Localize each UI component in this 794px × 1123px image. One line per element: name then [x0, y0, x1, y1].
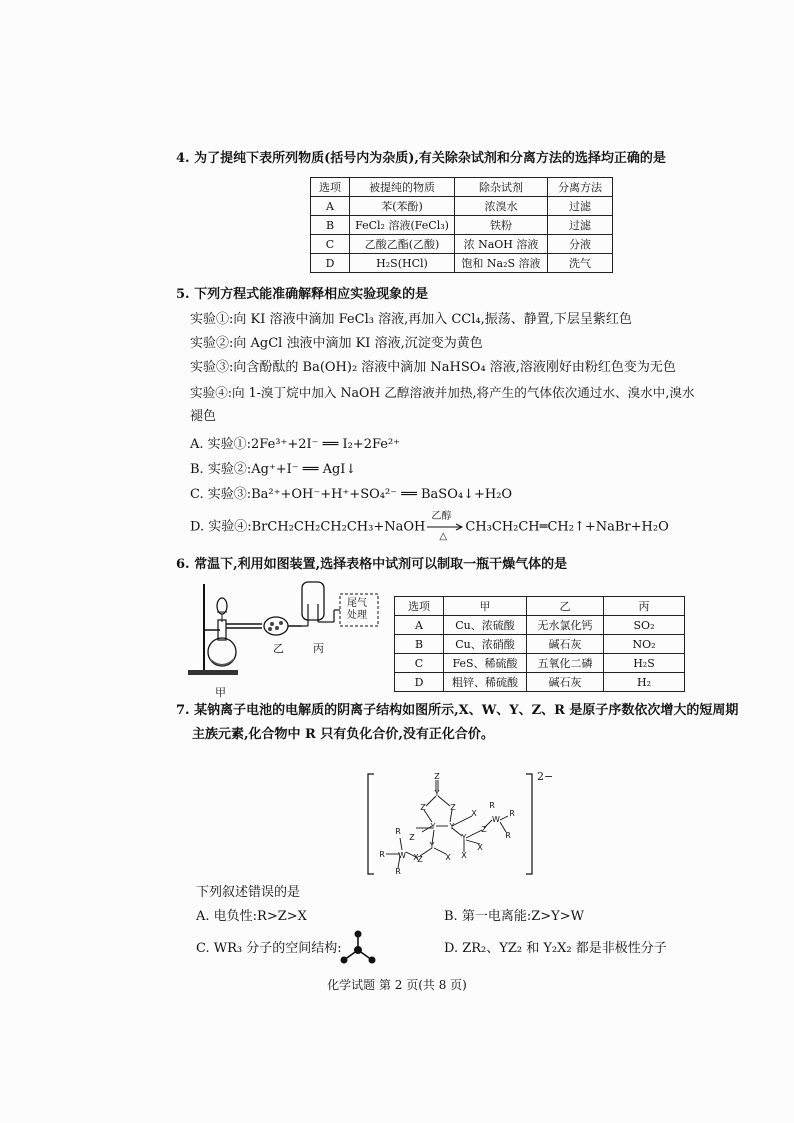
atom-label: R — [379, 850, 385, 859]
table-cell: H₂ — [604, 673, 685, 692]
q5-option-d-reactants: D. 实验④:BrCH₂CH₂CH₂CH₃+NaOH — [190, 519, 426, 535]
q4-table — [310, 177, 613, 273]
q6-table — [394, 596, 685, 692]
atom-label: Y — [461, 833, 467, 842]
table-header: 选项 — [395, 597, 444, 616]
atom-label: R — [505, 831, 511, 840]
table-cell: 浓溴水 — [455, 197, 548, 216]
anion-charge: 2− — [537, 770, 554, 783]
q5-experiment-3: 实验③:向含酚酞的 Ba(OH)₂ 溶液中滴加 NaHSO₄ 溶液,溶液刚好由粉红色变为无色 — [190, 360, 676, 375]
q5-experiment-4: 实验④:向 1-溴丁烷中加入 NaOH 乙醇溶液并加热,将产生的气体依次通过水、溴水中,溴水 — [190, 385, 695, 400]
atom-label: R — [395, 867, 401, 876]
table-cell: 碱石灰 — [527, 673, 604, 692]
atom-label: X — [413, 853, 419, 862]
reaction-condition-bottom: △ — [439, 531, 448, 542]
table-row — [395, 654, 685, 673]
table-cell: 无水氯化钙 — [527, 616, 604, 635]
atom-label: Y — [430, 822, 436, 831]
table-header: 乙 — [527, 597, 604, 616]
atom-label: W — [492, 815, 500, 824]
table-header: 选项 — [311, 178, 350, 197]
table-cell: 饱和 Na₂S 溶液 — [455, 254, 548, 273]
q5-experiment-1: 实验①:向 KI 溶液中滴加 FeCl₃ 溶液,再加入 CCl₄,振荡、静置,下层呈紫红色 — [190, 312, 632, 327]
table-header: 除杂试剂 — [455, 178, 548, 197]
table-cell: FeCl₂ 溶液(FeCl₃) — [350, 216, 455, 235]
atom-label: Y — [429, 841, 435, 850]
table-cell: A — [311, 197, 350, 216]
table-cell: 铁粉 — [455, 216, 548, 235]
table-cell: D — [311, 254, 350, 273]
q5-option-d — [190, 511, 669, 542]
q7-option-d: D. ZR₂、YZ₂ 和 Y₂X₂ 都是非极性分子 — [444, 941, 667, 956]
table-row — [395, 616, 685, 635]
table-cell: B — [311, 216, 350, 235]
table-row — [311, 216, 613, 235]
page-footer: 化学试题 第 2 页(共 8 页) — [327, 978, 467, 992]
q5-experiment-2: 实验②:向 AgCl 浊液中滴加 KI 溶液,沉淀变为黄色 — [190, 336, 483, 351]
table-cell: H₂S(HCl) — [350, 254, 455, 273]
atom-label: X — [445, 853, 451, 862]
q5-option-c: C. 实验③:Ba²⁺+OH⁻+H⁺+SO₄²⁻ ══ BaSO₄↓+H₂O — [190, 487, 513, 502]
trigonal-planar-molecule-icon — [338, 928, 378, 968]
table-cell: 过滤 — [548, 197, 613, 216]
table-cell: 粗锌、稀硫酸 — [444, 673, 527, 692]
q5-option-b: B. 实验②:Ag⁺+I⁻ ══ AgI↓ — [190, 462, 357, 477]
q6-stem: 6. 常温下,利用如图装置,选择表格中试剂可以制取一瓶干燥气体的是 — [176, 557, 568, 572]
table-cell: C — [311, 235, 350, 254]
atom-label: X — [461, 851, 467, 860]
table-cell: 过滤 — [548, 216, 613, 235]
label-bing: 丙 — [313, 642, 324, 655]
atom-label: R — [509, 809, 515, 818]
atom-label: Y — [449, 822, 455, 831]
label-yi: 乙 — [273, 642, 284, 655]
q7-option-c: C. WR₃ 分子的空间结构: — [196, 941, 342, 956]
table-row — [311, 235, 613, 254]
table-cell: FeS、稀硫酸 — [444, 654, 527, 673]
q5-stem: 5. 下列方程式能准确解释相应实验现象的是 — [176, 287, 429, 302]
label-jia: 甲 — [215, 686, 226, 699]
table-header: 丙 — [604, 597, 685, 616]
table-row — [395, 635, 685, 654]
atom-label: R — [395, 827, 401, 836]
table-cell: B — [395, 635, 444, 654]
q7-option-b: B. 第一电离能:Z>Y>W — [444, 909, 584, 924]
tail-gas-label-line2: 处理 — [347, 610, 367, 621]
tail-gas-label-line1: 尾气 — [347, 598, 367, 609]
table-cell: 乙酸乙酯(乙酸) — [350, 235, 455, 254]
table-cell: 苯(苯酚) — [350, 197, 455, 216]
q4-stem: 4. 为了提纯下表所列物质(括号内为杂质),有关除杂试剂和分离方法的选择均正确的是 — [176, 151, 666, 166]
table-cell: NO₂ — [604, 635, 685, 654]
table-header-row — [395, 597, 685, 616]
q7-stem-line2: 主族元素,化合物中 R 只有负化合价,没有正化合价。 — [192, 727, 494, 742]
reaction-arrow — [425, 511, 465, 542]
atom-label: Z — [450, 803, 456, 812]
q5-option-d-products: CH₃CH₂CH═CH₂↑+NaBr+H₂O — [465, 519, 669, 535]
table-cell: Cu、浓硫酸 — [444, 616, 527, 635]
atom-label: Z — [409, 833, 415, 842]
q7-question: 下列叙述错误的是 — [196, 885, 301, 900]
reaction-condition-top: 乙醇 — [431, 511, 452, 522]
atom-label: W — [398, 851, 406, 860]
atom-label: X — [477, 843, 483, 852]
atom-label: Z — [481, 825, 487, 834]
atom-label: R — [489, 801, 495, 810]
table-cell: C — [395, 654, 444, 673]
table-header: 分离方法 — [548, 178, 613, 197]
table-cell: H₂S — [604, 654, 685, 673]
table-row — [311, 197, 613, 216]
table-header: 被提纯的物质 — [350, 178, 455, 197]
table-cell: 五氧化二磷 — [527, 654, 604, 673]
table-row — [395, 673, 685, 692]
table-cell: 碱石灰 — [527, 635, 604, 654]
q5-experiment-4-cont: 褪色 — [190, 409, 217, 424]
table-header: 甲 — [444, 597, 527, 616]
atom-label: Y — [434, 789, 440, 798]
anion-structure — [366, 770, 550, 878]
q5-option-a: A. 实验①:2Fe³⁺+2I⁻ ══ I₂+2Fe²⁺ — [190, 437, 401, 452]
atom-label: Z — [420, 803, 426, 812]
table-cell: 浓 NaOH 溶液 — [455, 235, 548, 254]
q7-stem-line1: 7. 某钠离子电池的电解质的阴离子结构如图所示,X、W、Y、Z、R 是原子序数依次增大的短周期 — [176, 703, 739, 718]
table-cell: SO₂ — [604, 616, 685, 635]
table-row — [311, 254, 613, 273]
tail-gas-label — [347, 598, 367, 622]
atom-label: Z — [434, 772, 440, 781]
q7-option-a: A. 电负性:R>Z>X — [196, 909, 307, 924]
table-cell: 分液 — [548, 235, 613, 254]
table-cell: D — [395, 673, 444, 692]
table-cell: A — [395, 616, 444, 635]
table-cell: 洗气 — [548, 254, 613, 273]
atom-label: X — [471, 809, 477, 818]
apparatus-diagram — [184, 574, 384, 698]
table-header-row — [311, 178, 613, 197]
atom-label: Z — [417, 855, 423, 864]
table-cell: Cu、浓硝酸 — [444, 635, 527, 654]
